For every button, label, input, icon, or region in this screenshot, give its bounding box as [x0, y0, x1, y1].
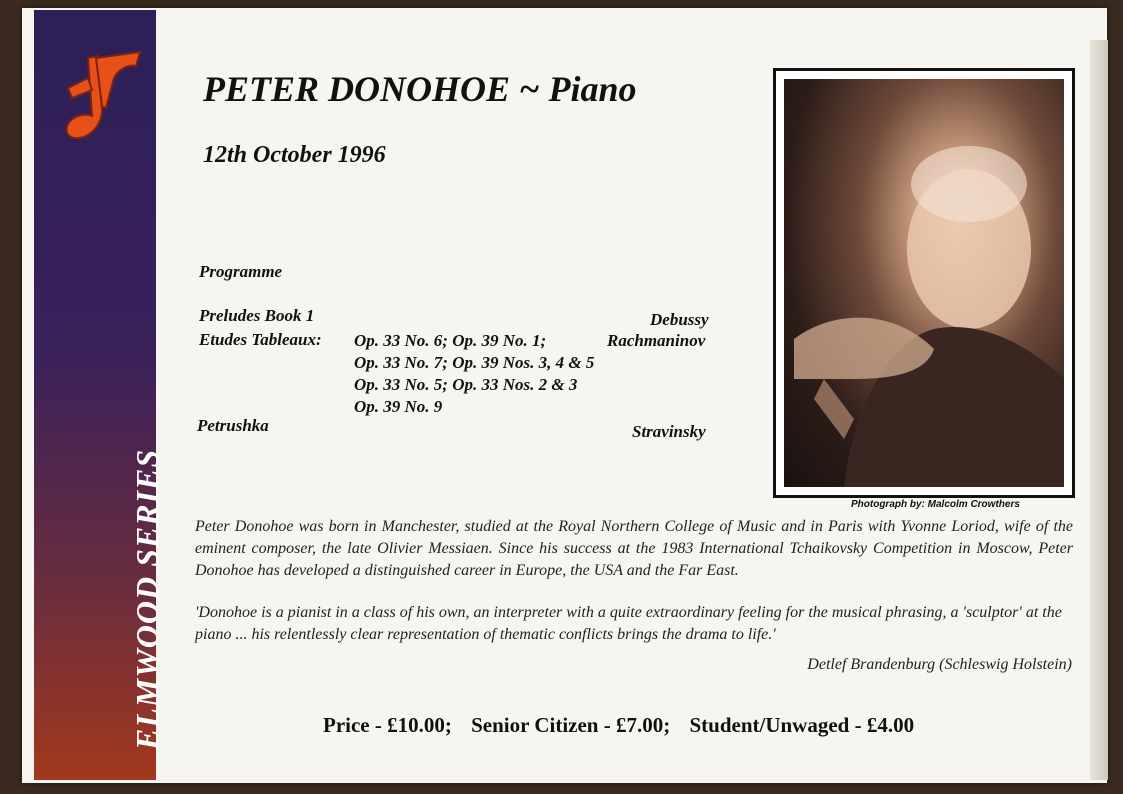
programme-detail: Op. 39 No. 9 [354, 397, 443, 416]
page-edge [1090, 40, 1108, 780]
concert-title: PETER DONOHOE ~ Piano [203, 69, 637, 109]
price-senior: Senior Citizen - £7.00; [471, 713, 671, 737]
programme-detail: Op. 33 No. 5; Op. 33 Nos. 2 & 3 [354, 375, 578, 394]
programme-composer: Debussy [650, 310, 709, 329]
portrait-illustration [784, 79, 1064, 487]
quote-attribution: Detlef Brandenburg (Schleswig Holstein) [807, 656, 1072, 673]
price-standard: Price - £10.00; [323, 713, 452, 737]
programme-detail: Op. 33 No. 6; Op. 39 No. 1; [354, 331, 547, 350]
ticket-prices [323, 713, 928, 738]
concert-date: 12th October 1996 [203, 142, 386, 168]
press-quote: 'Donohoe is a pianist in a class of his own, an interpreter with a quite extraordinary feeling for the musical phrasing, a 'sculptor' at the piano ... his relentlessly clear representation of thematic conflicts brings the drama to life.' [195, 604, 1062, 643]
programme-heading: Programme [199, 262, 283, 281]
series-title: ELMWOOD SERIES [129, 448, 165, 750]
artist-biography: Peter Donohoe was born in Manchester, studied at the Royal Northern College of Music and in Paris with Yvonne Loriod, wife of the eminent composer, the late Olivier Messiaen. Since his success at the 1983 International Tchaikovsky Competition in Moscow, Peter Donohoe has developed a distinguished career in Europe, the USA and the Far East. [195, 518, 1073, 579]
programme-composer: Rachmaninov [607, 331, 706, 350]
price-student: Student/Unwaged - £4.00 [689, 713, 915, 737]
music-note-logo-icon [58, 48, 150, 148]
photo-credit: Photograph by: Malcolm Crowthers [851, 499, 1020, 510]
pianist-photo [784, 79, 1064, 487]
programme-work: Petrushka [197, 416, 269, 435]
programme-work: Etudes Tableaux: [199, 330, 322, 349]
programme-detail: Op. 33 No. 7; Op. 39 Nos. 3, 4 & 5 [354, 353, 595, 372]
programme-composer: Stravinsky [632, 422, 706, 441]
pianist-photo-frame [773, 68, 1075, 498]
programme-work: Preludes Book 1 [199, 306, 315, 325]
